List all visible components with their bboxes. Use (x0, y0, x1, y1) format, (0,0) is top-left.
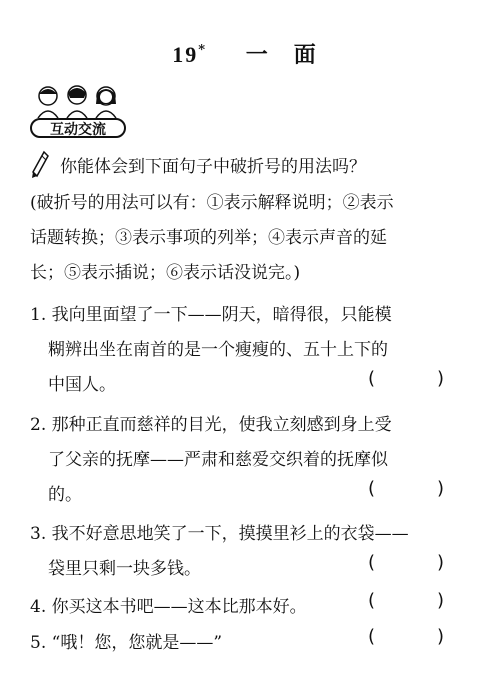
item-3-line-2: 袋里只剩一块多钱。 (48, 559, 201, 579)
answer-blank-4[interactable]: ( ) (368, 590, 444, 611)
item-5-line-1: 5. “哦！您，您就是——” (30, 633, 223, 653)
item-1-line-2: 糊辨出坐在南首的是一个瘦瘦的、五十上下的 (48, 340, 388, 360)
answer-blank-2[interactable]: ( ) (368, 478, 444, 499)
question-text: 你能体会到下面句子中破折号的用法吗？ (60, 157, 366, 177)
usage-line-2: 话题转换；③表示事项的列举；④表示声音的延 (30, 228, 387, 248)
pen-icon (30, 150, 50, 180)
item-2-line-2: 了父亲的抚摩——严肃和慈爱交织着的抚摩似 (48, 450, 388, 470)
answer-blank-5[interactable]: ( ) (368, 626, 444, 647)
item-2-line-3: 的。 (48, 485, 82, 505)
item-3-line-1: 3. 我不好意思地笑了一下，摸摸里衫上的衣袋—— (30, 524, 409, 544)
children-illustration-icon (32, 84, 122, 118)
badge-label: 互动交流 (30, 118, 126, 138)
answer-blank-3[interactable]: ( ) (368, 552, 444, 573)
item-2-line-1: 2. 那种正直而慈祥的目光，使我立刻感到身上受 (30, 415, 392, 435)
usage-line-1: (破折号的用法可以有：①表示解释说明；②表示 (30, 193, 394, 213)
interaction-badge (30, 84, 128, 140)
lesson-number: 19 (172, 42, 199, 67)
page-title (0, 38, 490, 69)
item-1-line-3: 中国人。 (48, 375, 116, 395)
lesson-star: * (198, 42, 208, 58)
item-4-line-1: 4. 你买这本书吧——这本比那本好。 (30, 597, 307, 617)
answer-blank-1[interactable]: ( ) (368, 368, 444, 389)
lesson-title: 一 面 (245, 42, 318, 68)
item-1-line-1: 1. 我向里面望了一下——阴天，暗得很，只能模 (30, 305, 392, 325)
usage-line-3: 长；⑤表示插说；⑥表示话没说完。) (30, 263, 301, 283)
